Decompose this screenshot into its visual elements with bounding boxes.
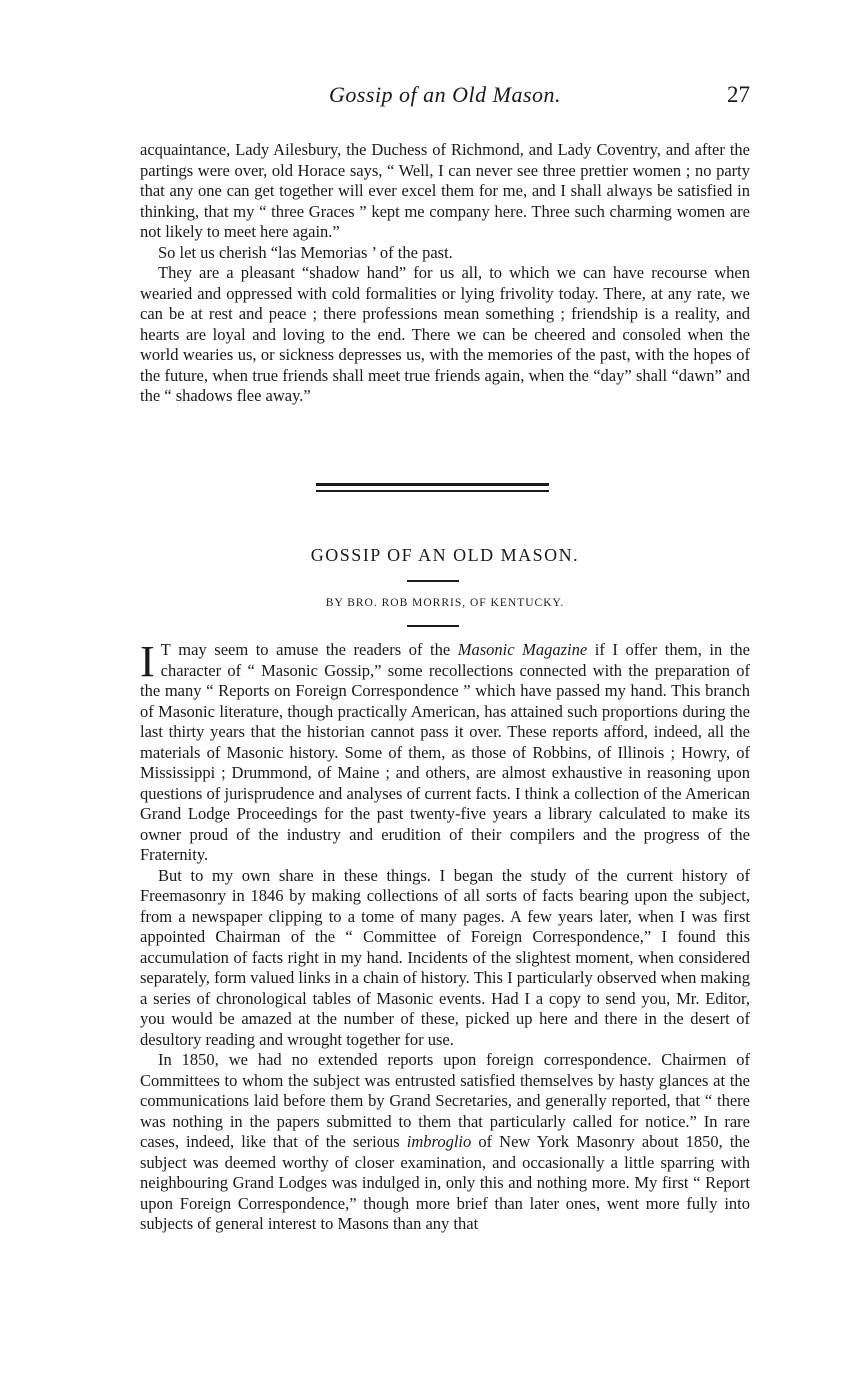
paragraph	[140, 1050, 750, 1235]
magazine-title: Masonic Magazine	[457, 640, 588, 659]
paragraph: So let us cherish “las Memorias ’ of the past.	[158, 242, 453, 262]
page-number: 27	[727, 82, 750, 107]
paragraph	[140, 637, 750, 866]
previous-article-ending	[140, 140, 750, 407]
paragraph: acquaintance, Lady Ailesbury, the Duchess of Richmond, and Lady Coventry, and after the partings were over, old Horace says, “ Well, I can never see three prettier women ; no party that any one can get together will ever excel them for me, and I shall always be satisfied in thinking, that my “ three Graces ” kept me company here. Three such charming women are not likely to meet here again.”	[140, 140, 750, 241]
text-run: In 1850, we had no extended reports upon foreign correspondence. Chairmen of Committees to whom the subject was entrusted satisfied themselves by hasty glances at the communications laid before them by Grand Secretaries, and generally reported, that “ there was nothing in the papers submitted to them that particularly called for notice.” In rare cases, indeed, like that of the serious	[140, 1050, 750, 1151]
title-rule	[407, 580, 459, 582]
text-run: of New York Masonry about 1850, the subject was deemed worthy of closer examination, and occasionally a little sparring with neighbouring Grand Lodges was indulged in, only this and nothing more. My first “ Report upon Foreign Correspondence,” though more brief than later ones, went more fully into subjects of general interest to Masons than any that	[140, 1132, 750, 1233]
running-head	[140, 82, 750, 112]
first-word-rest: T	[160, 640, 171, 659]
drop-cap: I	[140, 637, 155, 686]
text-run: may seem to amuse the readers of the	[170, 640, 458, 659]
paragraph: But to my own share in these things. I began the study of the current history of Freemasonry in 1846 by making collections of all sorts of facts bearing upon the subject, from a newspaper clipping to a tome of many pages. A few years later, when I was first appointed Chairman of the “ Committee of Foreign Correspondence,” I found this accumulation of facts right in my hand. Incidents of the slightest moment, when considered separately, form valued links in a chain of history. This I particularly observed when making a series of chronological tables of Masonic events. Had I a copy to send you, Mr. Editor, you would be amazed at the number of these, picked up here and there in the desert of desultory reading and wrought together for use.	[140, 865, 750, 1049]
running-head-title: Gossip of an Old Mason.	[328, 82, 562, 107]
paragraph: They are a pleasant “shadow hand” for us all, to which we can have recourse when wearied and oppressed with cold formalities or lying frivolity today. There, at any rate, we can be at rest and peace ; there professions mean something ; friendship is a reality, and hearts are loyal and loving to the end. There we can be cheered and consoled when the world wearies us, or sickness depresses us, with the memories of the past, with the hopes of the future, when true friends shall meet true friends again, when the “day” shall “dawn” and the “ shadows flee away.”	[140, 263, 750, 405]
text-run: if I offer them, in the character of “ Masonic Gossip,” some recollections connected with the preparation of the many “ Reports on Foreign Correspondence ” which have passed my hand. This branch of Masonic literature, though practically American, has attained such proportions during the last thirty years that the historian cannot pass it over. These reports afford, indeed, all the materials of Masonic history. Some of them, as those of Robbins, of Illinois ; Howry, of Mississippi ; Drummond, of Maine ; and others, are almost exhaustive in reasoning upon questions of jurisprudence and analyses of current facts. I think a collection of the American Grand Lodge Proceedings for the past twenty-five years a library calculated to make its owner proud of the industry and erudition of their compilers and the progress of the Fraternity.	[140, 640, 750, 864]
byline: BY BRO. ROB MORRIS, OF KENTUCKY.	[325, 597, 565, 609]
section-divider	[316, 483, 549, 493]
article-title: GOSSIP OF AN OLD MASON.	[310, 545, 580, 565]
italic-term: imbroglio	[406, 1132, 472, 1151]
article-body	[140, 637, 750, 1235]
byline-rule	[407, 625, 459, 627]
